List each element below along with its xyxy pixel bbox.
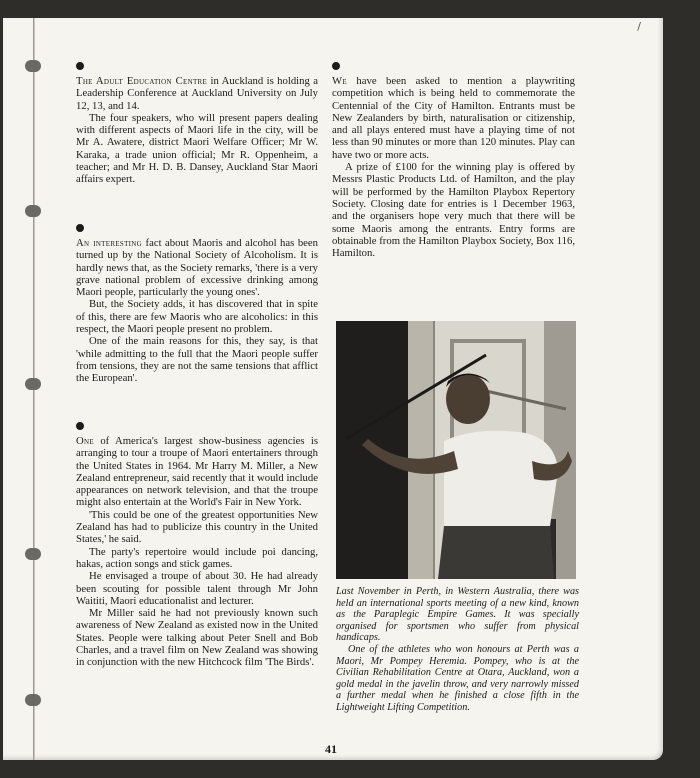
magazine-page <box>3 18 663 760</box>
article-lead: The Adult Education Centre <box>76 75 208 87</box>
article-maori-entertainers: One of America's largest show-business agencies is arranging to tour a troupe of Maori entertainers through the United States in 1964. Mr Harry M. Miller, a New Zealand entrepreneur, said recently that it would include appearances on network television, and that the troupe might also entertain at the World's Fair in New York. 'This could be one of the greatest opportunities New Zealand has had to publicize this country in the United States,' he said. The party's repertoire would include poi dancing, hakas, action songs and stick games. He envisaged a troupe of about 30. He had already been scouting for possible talent through Mr John Waititi, Maori educationalist and lecturer. Mr Miller said he had not previously known such awareness of New Zealand as existed now in the United States. People were talking about Peter Snell and Bob Charles, and a travel film on New Zealand was showing in conjunction with the new Hitchcock film 'The Birds'. <box>76 422 318 669</box>
bullet-icon <box>332 62 340 70</box>
caption-paragraph: One of the athletes who won honours at Perth was a Maori, Mr Pompey Heremia. Pompey, who is at the Civilian Rehabilitation Centre at Otara, Auckland, won a gold medal in the javelin throw, and very narrowly missed a further medal when he finished a close fifth in the Lightweight Lifting Competition. <box>336 643 579 713</box>
binding-stitch-icon <box>25 548 41 560</box>
binding-stitch-icon <box>25 205 41 217</box>
page-number: 41 <box>325 742 337 756</box>
article-paragraph: The party's repertoire would include poi dancing, hakas, action songs and stick games. <box>76 545 318 570</box>
caption-paragraph: Last November in Perth, in Western Australia, there was held an international sports meeting of a new kind, known as the Paraplegic Empire Games. It was specially organised for sportsmen who suffer from physical handicaps. <box>336 586 579 644</box>
article-paragraph: One of the main reasons for this, they say, is that 'while admitting to the full that the Maori people suffer from tensions, they are not the same tensions that afflict the European'. <box>76 335 318 385</box>
article-paragraph: The four speakers, who will present papers dealing with different aspects of Maori life in the city, will be Mr A. Awatere, district Maori Welfare Officer; Mr W. Karaka, a trade union official; Mr R. Oppenheim, a teacher; and Mr H. D. B. Dansey, Auckland Star Maori affairs expert. <box>76 111 318 186</box>
article-paragraph: But, the Society adds, it has discovered that in spite of this, there are few Maoris who are alcoholics: in this respect, the Maori people present no problem. <box>76 298 318 336</box>
bullet-icon <box>76 422 84 430</box>
article-playwriting-competition: We have been asked to mention a playwriting competition which is being held to commemorate the Centennial of the City of Hamilton. Entrants must be New Zealanders by birth, naturalisation or citizenship, and all plays entered must have a playing time of not less than 90 minutes or more than 120 minutes. Play can have two or more acts. A prize of £100 for the winning play is offered by Messrs Plastic Products Ltd. of Hamilton, and the play will be performed by the Hamilton Playbox Repertory Society. Closing date for entries is 1 December 1963, and the organisers hope very much that there will be some Maoris among the entrants. Entry forms are obtainable from the Hamilton Playbox Society, Box 116, Hamilton. <box>332 62 575 259</box>
javelin-athlete-photo <box>336 321 576 579</box>
corner-mark: / <box>637 20 641 33</box>
article-adult-education: The Adult Education Centre in Auckland is holding a Leadership Conference at Auckland University on July 12, 13, and 14. The four speakers, who will present papers dealing with different aspects of Maori life in the city, will be Mr A. Awatere, district Maori Welfare Officer; Mr W. Karaka, a trade union official; Mr R. Oppenheim, a teacher; and Mr H. D. B. Dansey, Auckland Star Maori affairs expert. <box>76 62 318 186</box>
article-paragraph: A prize of £100 for the winning play is offered by Messrs Plastic Products Ltd. of Hamilton, and the play will be performed by the Hamilton Playbox Repertory Society. Closing date for entries is 1 December 1963, and the organisers hope very much that there will be some Maoris among the entrants. Entry forms are obtainable from the Hamilton Playbox Society, Box 116, Hamilton. <box>332 161 575 260</box>
binding-stitch-icon <box>25 378 41 390</box>
bullet-icon <box>76 62 84 70</box>
binding-stitch-icon <box>25 60 41 72</box>
bullet-icon <box>76 224 84 232</box>
article-lead: One <box>76 435 94 447</box>
binding-stitch-icon <box>25 694 41 706</box>
article-paragraph: Mr Miller said he had not previously known such awareness of New Zealand as existed now in the United States. People were talking about Peter Snell and Bob Charles, and a travel film on New Zealand was showing in conjunction with the new Hitchcock film 'The Birds'. <box>76 607 318 669</box>
article-maoris-alcohol: An interesting fact about Maoris and alcohol has been turned up by the National Society of Alcoholism. It is hardly news that, as the Society remarks, 'there is a very grave national problem of excessive drinking among Maori people, particularly the young ones'. But, the Society adds, it has discovered that in spite of this, there are few Maoris who are alcoholics: in this respect, the Maori people present no problem. One of the main reasons for this, they say, is that 'while admitting to the full that the Maori people suffer from tensions, they are not the same tensions that afflict the European'. <box>76 224 318 385</box>
binding-margin <box>3 18 35 760</box>
article-lead: An interesting <box>76 237 142 249</box>
article-paragraph: 'This could be one of the greatest opportunities New Zealand has had to publicize this country in the United States,' he said. <box>76 508 318 546</box>
article-lead: We <box>332 75 347 87</box>
article-paragraph: He envisaged a troupe of about 30. He had already been scouting for possible talent through Mr John Waititi, Maori educationalist and lecturer. <box>76 570 318 607</box>
photo-caption <box>336 586 579 714</box>
